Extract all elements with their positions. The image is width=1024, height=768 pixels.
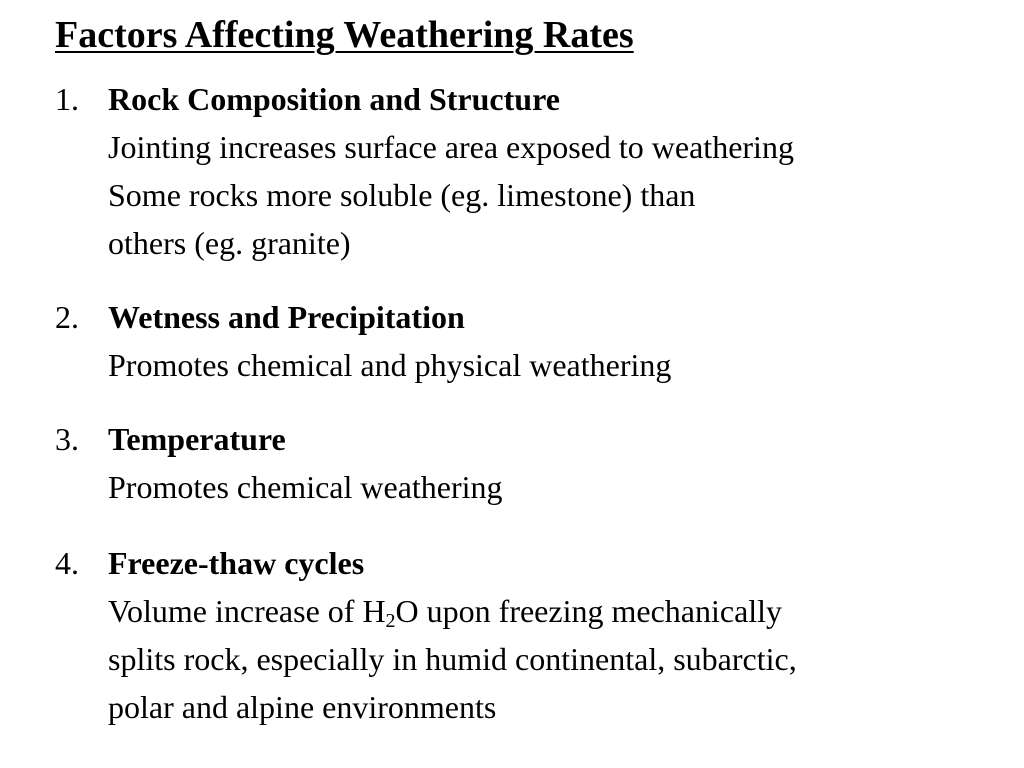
item-number: 3. <box>55 421 79 457</box>
item-number: 2. <box>55 299 79 335</box>
item-text-line: others (eg. granite) <box>108 225 351 261</box>
list-item-wetness <box>55 293 1015 389</box>
item-text-line: Promotes chemical and physical weathering <box>108 347 672 383</box>
item-body <box>108 75 1015 267</box>
item-heading: Freeze-thaw cycles <box>108 545 365 581</box>
item-text-line: Jointing increases surface area exposed to weathering <box>108 129 794 165</box>
item-heading: Temperature <box>108 421 286 457</box>
item-body <box>108 539 1015 731</box>
item-text-line: Some rocks more soluble (eg. limestone) than <box>108 177 696 213</box>
slide-title: Factors Affecting Weathering Rates <box>55 14 634 56</box>
item-body <box>108 293 1015 389</box>
item-text-line: Promotes chemical weathering <box>108 469 503 505</box>
list-item-freeze-thaw <box>55 539 1015 731</box>
formula-suffix: O upon freezing mechanically <box>395 593 783 629</box>
item-text-line-formula <box>108 587 1015 635</box>
item-body <box>108 415 1015 511</box>
item-text-line: polar and alpine environments <box>108 689 497 725</box>
formula-prefix: Volume increase of H <box>108 593 386 629</box>
item-number: 4. <box>55 545 79 581</box>
list-item-temperature <box>55 415 1015 511</box>
item-heading: Rock Composition and Structure <box>108 81 560 117</box>
item-heading: Wetness and Precipitation <box>108 299 465 335</box>
item-number: 1. <box>55 81 79 117</box>
subscript-two: 2 <box>385 610 396 632</box>
item-text-line: splits rock, especially in humid continental, subarctic, <box>108 641 797 677</box>
list-item-rock-composition <box>55 75 1015 267</box>
